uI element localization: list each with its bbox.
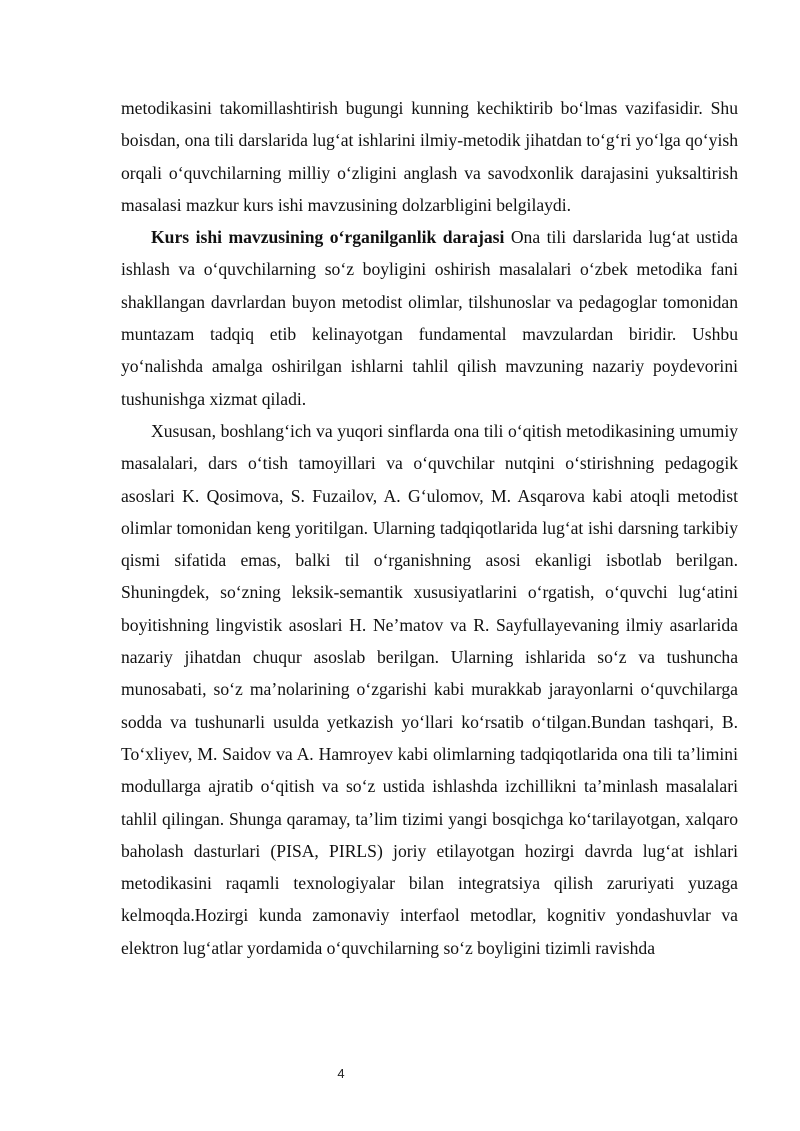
paragraph-continuation: metodikasini takomillashtirish bugungi kunning kechiktirib bo‘lmas vazifasidir. Shu boisdan, ona tili darslarida lug‘at ishlarini ilmiy-metodik jihatdan to‘g‘ri yo‘lga qo‘yish orqali o‘quvchilarning milliy o‘zligini anglash va savodxonlik darajasini yuksaltirish masalasi mazkur kurs ishi mavzusining dolzarbligini belgilaydi. <box>121 98 738 215</box>
page-number: 4 <box>337 1066 345 1081</box>
body-text <box>121 92 738 964</box>
paragraph-study-level <box>121 221 738 415</box>
paragraph-heading: Kurs ishi mavzusining o‘rganilganlik darajasi <box>151 227 505 248</box>
paragraph-study-level-body: Ona tili darslarida lug‘at ustida ishlash va o‘quvchilarning so‘z boyligini oshirish masalalari o‘zbek metodika fani shakllangan davrlardan buyon metodist olimlar, tilshunoslar va pedagoglar tomonidan muntazam tadqiq etib kelinayotgan fundamental mavzulardan biridir. Ushbu yo‘nalishda amalga oshirilgan ishlarni tahlil qilish mavzuning nazariy poydevorini tushunishga xizmat qiladi. <box>121 227 738 409</box>
paragraph-researchers: Xususan, boshlang‘ich va yuqori sinflarda ona tili o‘qitish metodikasining umumiy masalalari, dars o‘tish tamoyillari va o‘quvchilar nutqini o‘stirishning pedagogik asoslari K. Qosimova, S. Fuzailov, A. G‘ulomov, M. Asqarova kabi atoqli metodist olimlar tomonidan keng yoritilgan. Ularning tadqiqotlarida lug‘at ishi darsning tarkibiy qismi sifatida emas, balki til o‘rganishning asosi ekanligi isbotlab berilgan. Shuningdek, so‘zning leksik-semantik xususiyatlarini o‘rgatish, o‘quvchi lug‘atini boyitishning lingvistik asoslari H. Ne’matov va R. Sayfullayevaning ilmiy asarlarida nazariy jihatdan chuqur asoslab berilgan. Ularning ishlarida so‘z va tushuncha munosabati, so‘z ma’nolarining o‘zgarishi kabi murakkab jarayonlarni o‘quvchilarga sodda va tushunarli usulda yetkazish yo‘llari ko‘rsatib o‘tilgan.Bundan tashqari, B. To‘xliyev, M. Saidov va A. Hamroyev kabi olimlarning tadqiqotlarida ona tili ta’limini modullarga ajratib o‘qitish va so‘z ustida ishlashda izchillikni ta’minlash masalalari tahlil qilingan. Shunga qaramay, ta’lim tizimi yangi bosqichga ko‘tarilayotgan, xalqaro baholash dasturlari (PISA, PIRLS) joriy etilayotgan hozirgi davrda lug‘at ishlari metodikasini raqamli texnologiyalar bilan integratsiya qilish zaruriyati yuzaga kelmoqda.Hozirgi kunda zamonaviy interfaol metodlar, kognitiv yondashuvlar va elektron lug‘atlar yordamida o‘quvchilarning so‘z boyligini tizimli ravishda <box>121 420 738 958</box>
